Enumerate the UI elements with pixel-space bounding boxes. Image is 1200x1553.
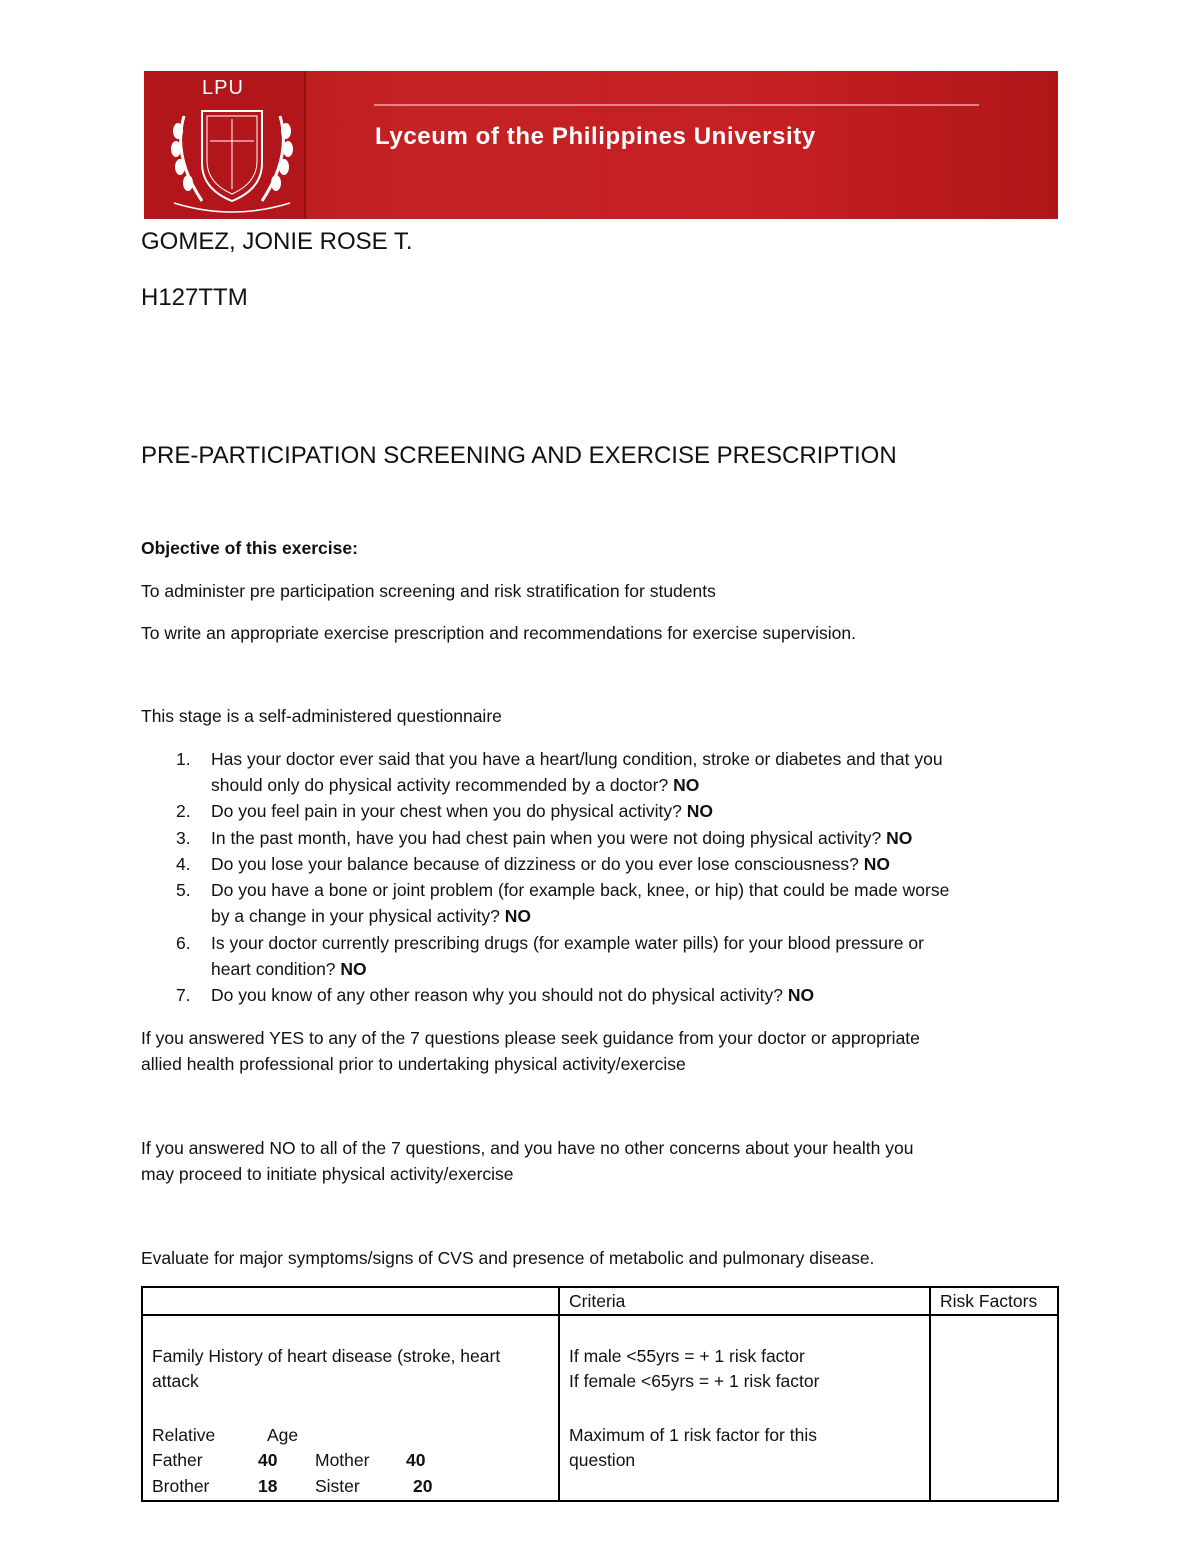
university-banner: [144, 71, 1058, 219]
relative-age: 40: [258, 1450, 278, 1470]
risk-factors-cell: [930, 1315, 1058, 1501]
relative-label: Father: [152, 1450, 203, 1470]
question-answer: NO: [886, 828, 913, 848]
question-number: 3.: [176, 828, 191, 848]
criteria-note: Maximum of 1 risk factor for this: [569, 1425, 817, 1445]
question-number: 6.: [176, 933, 191, 953]
question-text: Do you know of any other reason why you should not do physical activity? NO: [211, 985, 815, 1005]
table-header-cell: [142, 1287, 559, 1315]
question-text: Is your doctor currently prescribing drugs (for example water pills) for your blood pressure or: [211, 933, 924, 953]
criteria-text: If female <65yrs = + 1 risk factor: [569, 1371, 820, 1391]
question-text: Do you feel pain in your chest when you do physical activity? NO: [211, 801, 713, 821]
question-text: In the past month, have you had chest pain when you were not doing physical activity? NO: [211, 828, 913, 848]
no-note: may proceed to initiate physical activity/exercise: [141, 1164, 514, 1184]
student-name: GOMEZ, JONIE ROSE T.: [141, 228, 413, 255]
objective-heading: Objective of this exercise:: [141, 538, 358, 558]
question-number: 1.: [176, 749, 191, 769]
question-number: 2.: [176, 801, 191, 821]
criteria-text: If male <55yrs = + 1 risk factor: [569, 1346, 805, 1366]
stage-intro: This stage is a self-administered questionnaire: [141, 706, 502, 726]
question-text: Do you have a bone or joint problem (for example back, knee, or hip) that could be made worse: [211, 880, 950, 900]
yes-note: If you answered YES to any of the 7 questions please seek guidance from your doctor or appropriate: [141, 1028, 920, 1048]
yes-note: allied health professional prior to undertaking physical activity/exercise: [141, 1054, 686, 1074]
relative-label: Brother: [152, 1476, 210, 1496]
lpu-logo: [144, 71, 306, 219]
factor-text: attack: [152, 1371, 199, 1391]
objective-item: To administer pre participation screening and risk stratification for students: [141, 581, 716, 601]
banner-rule: [374, 104, 979, 106]
table-header-criteria: Criteria: [559, 1287, 930, 1315]
question-answer: NO: [686, 801, 713, 821]
no-note: If you answered NO to all of the 7 questions, and you have no other concerns about your health you: [141, 1138, 914, 1158]
question-answer: NO: [787, 985, 815, 1005]
question-number: 7.: [176, 985, 191, 1005]
question-answer: NO: [673, 775, 700, 795]
table-header-risk-factors: Risk Factors: [930, 1287, 1058, 1315]
logo-text: LPU: [202, 77, 244, 99]
relative-header: Relative: [152, 1425, 216, 1445]
factor-cell: [142, 1315, 559, 1501]
table-row: [142, 1315, 1058, 1501]
criteria-cell: [559, 1315, 930, 1501]
relative-age: 20: [413, 1476, 433, 1496]
factor-text: Family History of heart disease (stroke, heart: [152, 1346, 501, 1366]
risk-factor-table: [141, 1286, 1059, 1502]
relative-label: Mother: [315, 1450, 370, 1470]
table-header-row: [142, 1287, 1058, 1315]
student-section: H127TTM: [141, 284, 248, 311]
question-text: Has your doctor ever said that you have a heart/lung condition, stroke or diabetes and that you: [211, 749, 943, 769]
lpu-seal-icon: [144, 71, 304, 219]
question-number: 4.: [176, 854, 191, 874]
question-text: by a change in your physical activity? NO: [211, 906, 532, 926]
evaluate-text: Evaluate for major symptoms/signs of CVS and presence of metabolic and pulmonary disease.: [141, 1248, 875, 1268]
question-text: should only do physical activity recommended by a doctor? NO: [211, 775, 700, 795]
question-answer: NO: [863, 854, 891, 874]
question-text: heart condition? NO: [211, 959, 367, 979]
relative-age: 18: [258, 1476, 278, 1496]
question-text: Do you lose your balance because of dizziness or do you ever lose consciousness? NO: [211, 854, 891, 874]
objective-item: To write an appropriate exercise prescription and recommendations for exercise supervision.: [141, 623, 856, 643]
university-name: Lyceum of the Philippines University: [375, 123, 816, 150]
page-title: PRE-PARTICIPATION SCREENING AND EXERCISE PRESCRIPTION: [141, 442, 897, 469]
age-header: Age: [267, 1425, 299, 1445]
criteria-note: question: [569, 1450, 636, 1470]
relative-label: Sister: [315, 1476, 360, 1496]
question-number: 5.: [176, 880, 191, 900]
question-answer: NO: [504, 906, 532, 926]
question-answer: NO: [340, 959, 367, 979]
relative-age: 40: [406, 1450, 426, 1470]
